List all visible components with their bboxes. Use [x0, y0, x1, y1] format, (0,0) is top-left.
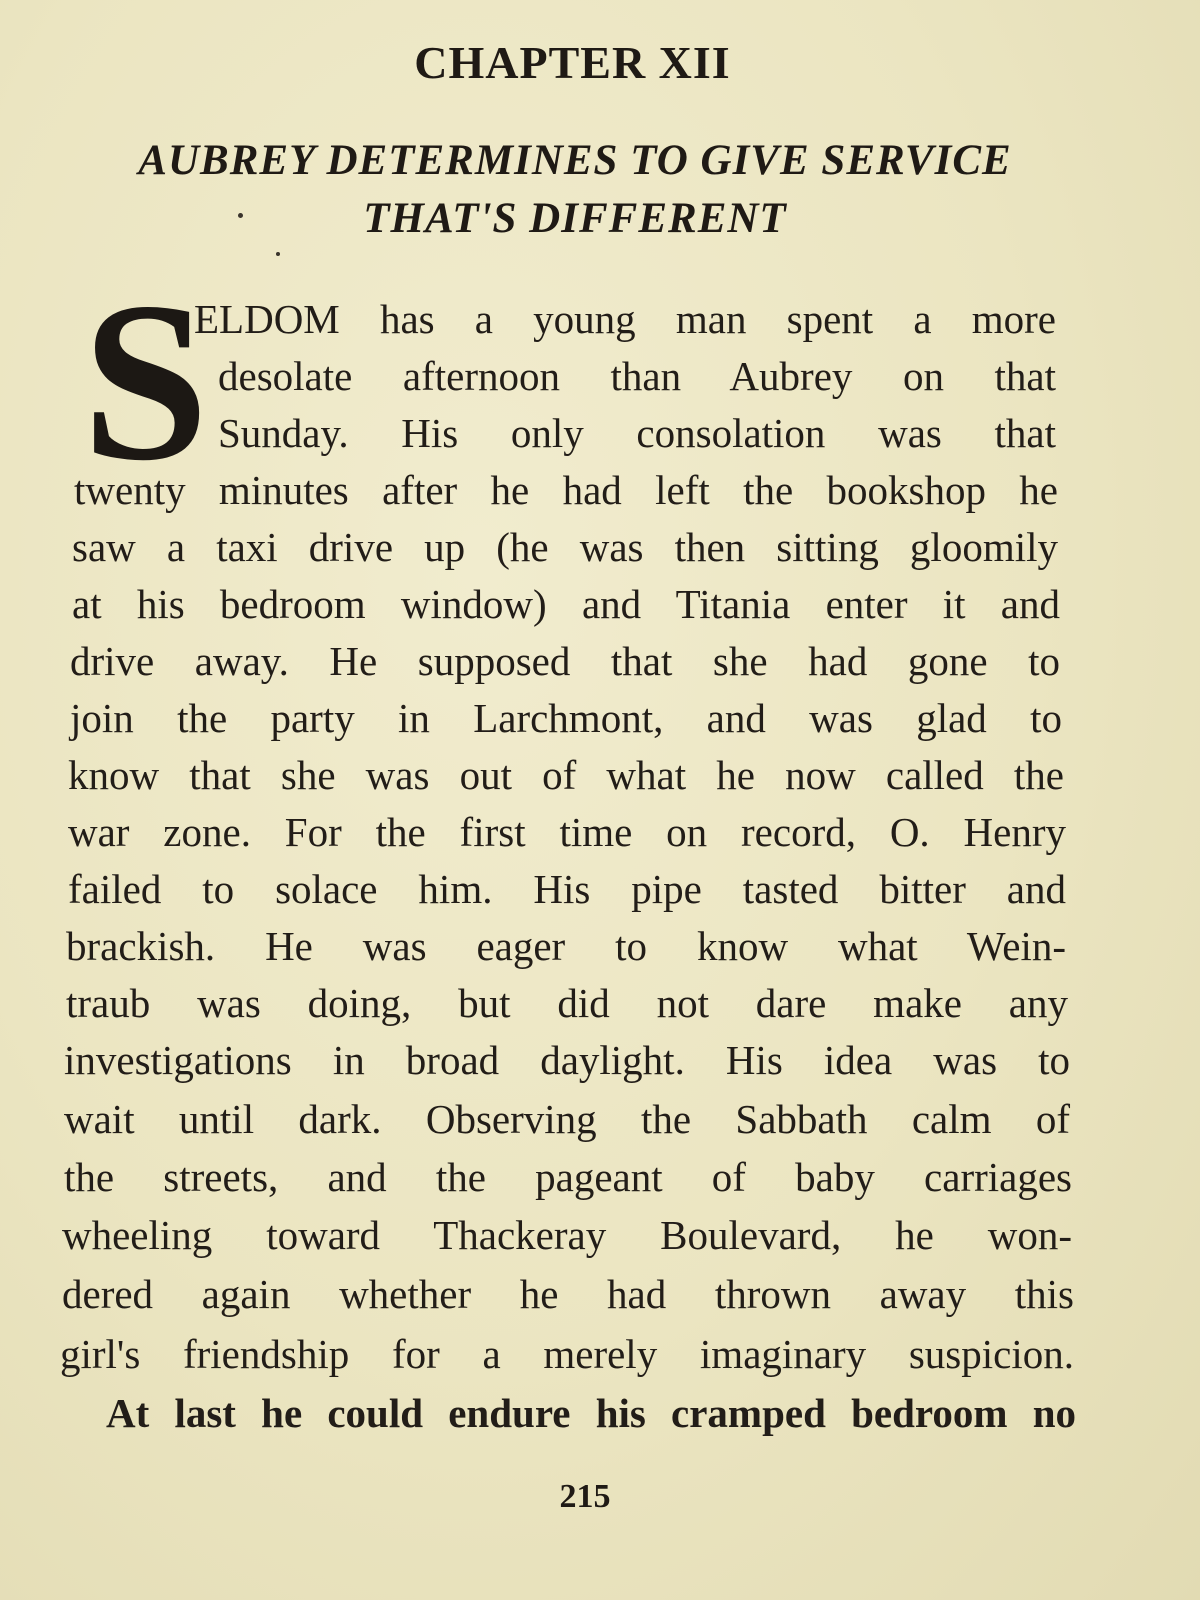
text-line: wheeling toward Thackeray Boulevard, he won-: [62, 1212, 1072, 1258]
text-line: saw a taxi drive up (he was then sitting gloomily: [72, 524, 1058, 570]
text-line: twenty minutes after he had left the bookshop he: [74, 467, 1058, 513]
print-speck: [238, 213, 243, 218]
text-line: ELDOM has a young man spent a more: [194, 296, 1056, 342]
text-line: wait until dark. Observing the Sabbath calm of: [64, 1096, 1070, 1142]
text-line: At last he could endure his cramped bedroom no: [106, 1390, 1076, 1436]
drop-cap-letter: S: [82, 256, 209, 508]
text-line: at his bedroom window) and Titania enter it and: [72, 581, 1060, 627]
text-line: know that she was out of what he now called the: [68, 752, 1064, 798]
text-line: join the party in Larchmont, and was glad to: [70, 695, 1062, 741]
text-line: brackish. He was eager to know what Wein-: [66, 923, 1066, 969]
chapter-subtitle-line-2: THAT'S DIFFERENT: [363, 195, 787, 242]
text-line: girl's friendship for a merely imaginary suspicion.: [60, 1331, 1074, 1377]
text-line: the streets, and the pageant of baby carriages: [64, 1154, 1072, 1200]
chapter-subtitle: [70, 132, 1080, 248]
page-number: 215: [559, 1478, 611, 1515]
text-line: failed to solace him. His pipe tasted bitter and: [68, 866, 1066, 912]
chapter-title: CHAPTER XII: [414, 37, 731, 88]
text-line: Sunday. His only consolation was that: [218, 410, 1056, 456]
chapter-subtitle-line-1: AUBREY DETERMINES TO GIVE SERVICE: [138, 137, 1012, 184]
text-line: war zone. For the first time on record, O. Henry: [68, 809, 1066, 855]
text-line: investigations in broad daylight. His idea was to: [64, 1037, 1070, 1083]
text-line: dered again whether he had thrown away this: [62, 1271, 1074, 1317]
text-line: traub was doing, but did not dare make any: [66, 980, 1068, 1026]
text-line: drive away. He supposed that she had gone to: [70, 638, 1060, 684]
text-line: desolate afternoon than Aubrey on that: [218, 353, 1056, 399]
print-speck: [276, 252, 280, 256]
